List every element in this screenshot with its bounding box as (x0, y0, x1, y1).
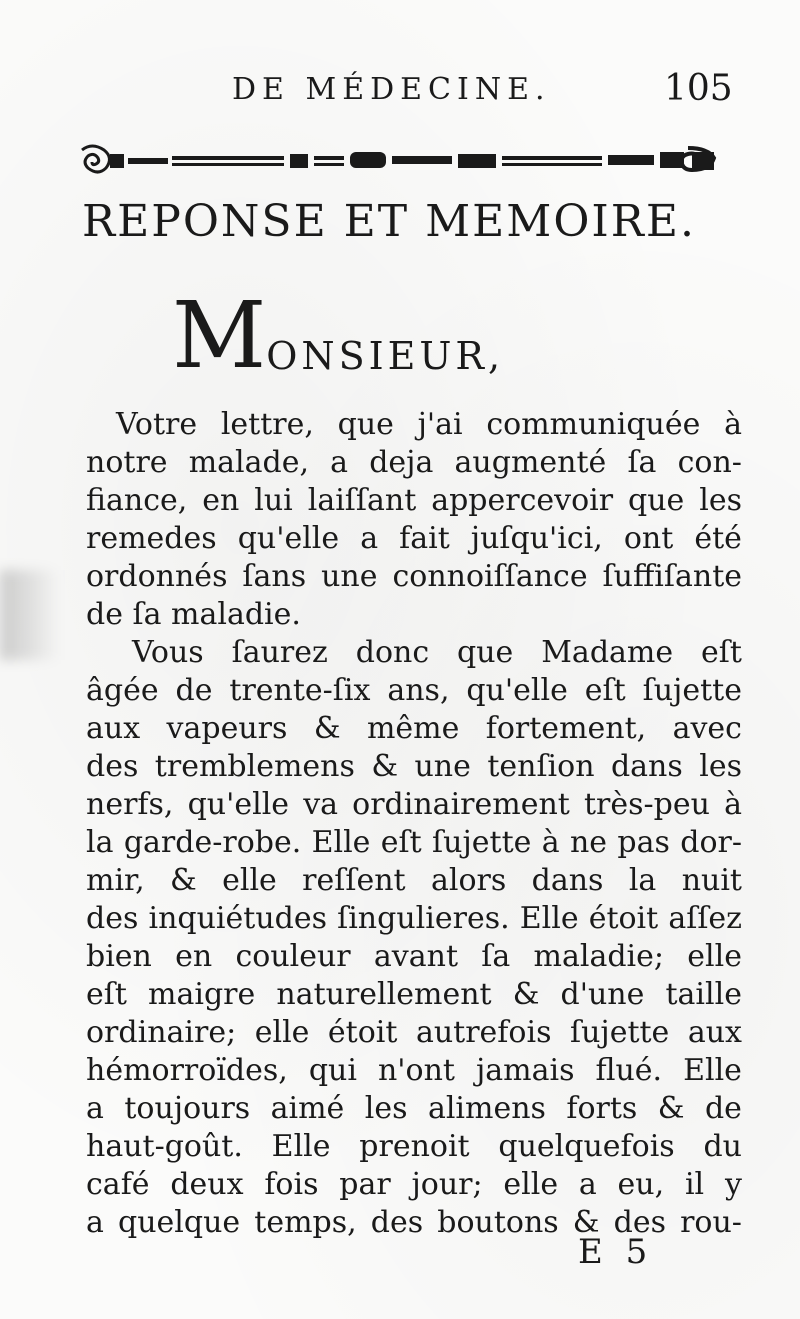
section-heading: REPONSE ET MEMOIRE. (82, 196, 697, 247)
salutation (172, 282, 505, 389)
word: eſt (701, 635, 742, 670)
word: prenoit (359, 1129, 470, 1164)
word: & (657, 1091, 685, 1126)
word: rou- (680, 1205, 742, 1240)
word: ſingulieres. (337, 901, 510, 936)
word: & (572, 1205, 600, 1240)
word: la (86, 825, 114, 860)
word: ont (623, 521, 674, 556)
text-line (86, 748, 742, 786)
word: une (321, 559, 378, 594)
word: Elle (271, 1129, 331, 1164)
word: ſa (627, 445, 657, 480)
word: que (337, 407, 394, 442)
word: mir, (86, 863, 145, 898)
word: elle (254, 1015, 310, 1050)
word: à (724, 407, 742, 442)
signature-mark: E 5 (578, 1232, 654, 1272)
word: à (541, 825, 560, 860)
word: quelque (118, 1205, 241, 1240)
word: en (202, 483, 240, 518)
word: jamais (475, 1053, 575, 1088)
word: autrefois (415, 1015, 552, 1050)
word: naturellement (276, 977, 492, 1012)
drop-initial: M (172, 282, 267, 389)
text-line (86, 482, 742, 520)
word: a (360, 521, 379, 556)
word: en (175, 939, 213, 974)
word: ſujette (432, 825, 532, 860)
word: flué. (595, 1053, 663, 1088)
text-line (86, 444, 742, 482)
word: & (512, 977, 540, 1012)
word: étoit (588, 901, 659, 936)
body-text (86, 406, 742, 1242)
word: trente-ſix (229, 673, 371, 708)
word: malade, (188, 445, 310, 480)
word: elle (687, 939, 742, 974)
word: ſa (481, 939, 511, 974)
word: bien (86, 939, 152, 974)
word: eu, (617, 1167, 665, 1202)
word: Madame (541, 635, 674, 670)
word: nuit (681, 863, 742, 898)
word: que (628, 483, 685, 518)
word: dans (531, 863, 604, 898)
word: Elle (311, 825, 371, 860)
word: reſſent (302, 863, 406, 898)
word: aimé (270, 1091, 345, 1126)
text-line (86, 976, 742, 1014)
word: maladie; (533, 939, 664, 974)
word: Vous (132, 635, 204, 670)
word: forts (566, 1091, 638, 1126)
word: café (86, 1167, 150, 1202)
word: couleur (235, 939, 351, 974)
word: con- (677, 445, 742, 480)
word: très-peu (583, 787, 710, 822)
scan-shadow (0, 570, 60, 660)
running-title: DE MÉDECINE. (232, 72, 551, 107)
word: ſujette (569, 1015, 670, 1050)
word: notre (86, 445, 168, 480)
word: garde-robe. (123, 825, 302, 860)
word: a (578, 1167, 597, 1202)
word: étoit (327, 1015, 398, 1050)
word: juſqu'ici, (470, 521, 603, 556)
word: eſt (86, 977, 127, 1012)
word: remedes (86, 521, 217, 556)
word: n'ont (377, 1053, 455, 1088)
word: a (330, 445, 349, 480)
word: ordonnés (86, 559, 228, 594)
word: une (414, 749, 471, 784)
word: elle (222, 863, 277, 898)
word: les (699, 483, 742, 518)
word: dans (610, 749, 683, 784)
word: ordinairement (352, 787, 570, 822)
word: connoiſſance (392, 559, 588, 594)
word: appercevoir (431, 483, 614, 518)
text-line (86, 1090, 742, 1128)
text-line (86, 406, 742, 444)
word: maigre (148, 977, 256, 1012)
word: alimens (427, 1091, 546, 1126)
word: fiance, (86, 483, 188, 518)
word: & (170, 863, 197, 898)
word: aux (86, 711, 141, 746)
word: du (703, 1129, 742, 1164)
word: ſaurez (231, 635, 328, 670)
word: jour; (411, 1167, 483, 1202)
word: des (86, 749, 139, 784)
text-line (86, 558, 742, 596)
word: donc (355, 635, 430, 670)
word: Votre (116, 407, 198, 442)
text-line (86, 1166, 742, 1204)
word: fois (264, 1167, 319, 1202)
word: fait (399, 521, 450, 556)
word: les (364, 1091, 408, 1126)
word: hémorroïdes, (86, 1053, 288, 1088)
text-line (86, 786, 742, 824)
text-line (86, 1128, 742, 1166)
word: avec (672, 711, 742, 746)
word: Elle (519, 901, 579, 936)
word: âgée (86, 673, 159, 708)
text-line (86, 938, 742, 976)
word: taille (665, 977, 742, 1012)
word: lui (254, 483, 293, 518)
word: deja (369, 445, 434, 480)
word: vapeurs (166, 711, 288, 746)
word: eſt (380, 825, 422, 860)
text-line (86, 634, 742, 672)
word: quelquefois (498, 1129, 675, 1164)
word: il (684, 1167, 705, 1202)
word: boutons (437, 1205, 559, 1240)
word: de (704, 1091, 742, 1126)
text-line (86, 520, 742, 558)
word: ſuffiſante (602, 559, 742, 594)
word: a (86, 1205, 104, 1240)
word: aux (687, 1015, 742, 1050)
text-line (86, 824, 742, 862)
word: la (628, 863, 657, 898)
word: laiſſant (307, 483, 417, 518)
word: temps, (254, 1205, 357, 1240)
word: des (370, 1205, 424, 1240)
text-line: de ſa maladie. (86, 597, 301, 632)
word: Elle (683, 1053, 742, 1088)
ornament-band (80, 140, 720, 184)
word: ordinaire; (86, 1015, 237, 1050)
running-head (0, 62, 800, 112)
word: lettre, (220, 407, 314, 442)
word: qu'elle (237, 521, 340, 556)
word: ſans (242, 559, 307, 594)
salutation-rest: ONSIEUR, (266, 334, 505, 378)
word: qui (308, 1053, 357, 1088)
word: pas (617, 825, 670, 860)
text-line (86, 710, 742, 748)
word: elle (503, 1167, 559, 1202)
text-line (86, 672, 742, 710)
word: avant (373, 939, 459, 974)
word: a (86, 1091, 104, 1126)
word: nerfs, (86, 787, 174, 822)
word: communiquée (486, 407, 701, 442)
word: ans, (387, 673, 450, 708)
word: tremblemens (154, 749, 355, 784)
word: & (371, 749, 399, 784)
word: même (366, 711, 460, 746)
word: j'ai (417, 407, 463, 442)
word: de (175, 673, 213, 708)
text-line (86, 862, 742, 900)
word: qu'elle (187, 787, 290, 822)
word: d'une (560, 977, 645, 1012)
text-line (86, 900, 742, 938)
word: tenſion (487, 749, 595, 784)
word: des (613, 1205, 666, 1240)
word: va (303, 787, 339, 822)
word: des (86, 901, 139, 936)
word: ne (569, 825, 608, 860)
word: toujours (124, 1091, 251, 1126)
text-line (86, 1014, 742, 1052)
word: fortement, (485, 711, 647, 746)
word: aſſez (668, 901, 742, 936)
word: par (339, 1167, 391, 1202)
word: y (724, 1167, 742, 1202)
word: ſujette (642, 673, 742, 708)
word: qu'elle (466, 673, 568, 708)
word: dor- (680, 825, 742, 860)
page-number: 105 (664, 68, 733, 109)
text-line (86, 1052, 742, 1090)
word: eſt (584, 673, 626, 708)
word: deux (170, 1167, 244, 1202)
word: inquiétudes (148, 901, 327, 936)
word: haut-goût. (86, 1129, 243, 1164)
word: les (699, 749, 742, 784)
word: à (724, 787, 742, 822)
word: que (457, 635, 514, 670)
word: & (313, 711, 341, 746)
word: alors (430, 863, 507, 898)
word: augmenté (454, 445, 607, 480)
word: été (694, 521, 742, 556)
